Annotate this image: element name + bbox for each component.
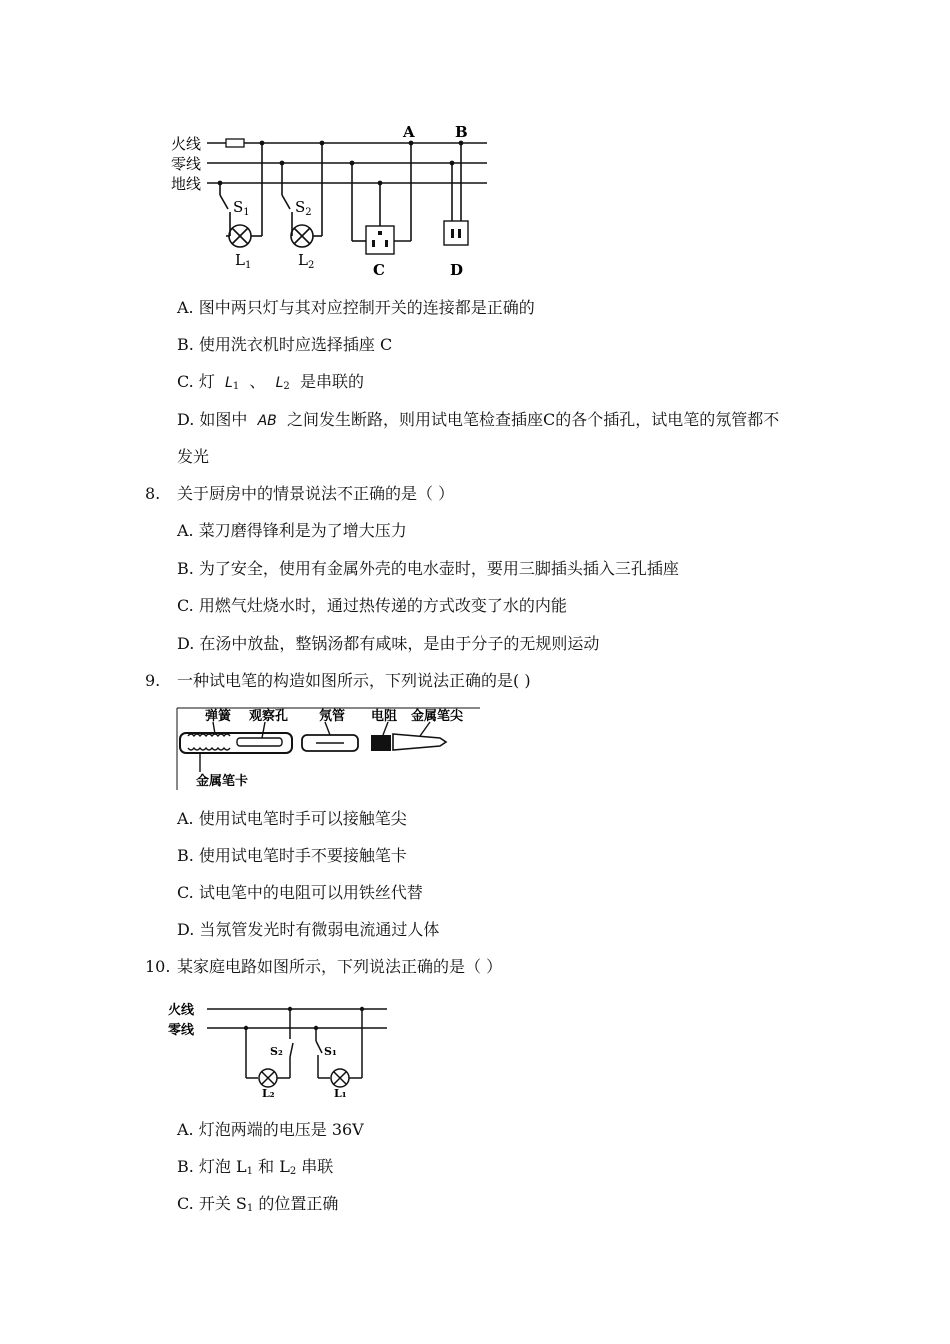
circuit-diagram-1 (0, 0, 950, 290)
live-wire-label-2: 火线 (168, 1003, 195, 1018)
switch-s1-label-2: S₁ (324, 1045, 337, 1058)
q10-option-b: B. 灯泡 $L_1$ 和 $L_2$ 串联 (177, 1157, 334, 1177)
switch-s2-label: $S_2$ (295, 198, 312, 218)
live-wire-label: 火线 (171, 135, 202, 153)
lamp-l2-label-2: L₂ (262, 1087, 275, 1100)
q9-option-d: D. 当氖管发光时有微弱电流通过人体 (177, 920, 440, 939)
q9-option-c: C. 试电笔中的电阻可以用铁丝代替 (177, 883, 423, 902)
q10-option-a: A. 灯泡两端的电压是 36V (177, 1120, 364, 1139)
tip-label: 金属笔尖 (411, 709, 464, 724)
q9-number: 9. (145, 671, 161, 690)
point-b-label: B (455, 123, 468, 141)
q10-option-c: C. 开关 $S_1$ 的位置正确 (177, 1194, 339, 1214)
q9-option-b: B. 使用试电笔时手不要接触笔卡 (177, 846, 407, 865)
test-pen-diagram (0, 700, 950, 800)
clip-label: 金属笔卡 (196, 774, 249, 789)
switch-s2-label-2: S₂ (270, 1045, 283, 1058)
neutral-wire-label-2: 零线 (168, 1023, 195, 1038)
ground-wire-label: 地线 (171, 175, 202, 193)
socket-c-label: C (373, 261, 385, 279)
point-a-label: A (403, 123, 415, 141)
q8-option-c: C. 用燃气灶烧水时，通过热传递的方式改变了水的内能 (177, 596, 567, 615)
q8-option-b: B. 为了安全，使用有金属外壳的电水壶时，要用三脚插头插入三孔插座 (177, 559, 679, 578)
q9-text: 一种试电笔的构造如图所示，下列说法正确的是( ) (177, 671, 531, 690)
q8-text: 关于厨房中的情景说法不正确的是（ ） (177, 484, 455, 503)
resistor-label: 电阻 (371, 709, 398, 724)
lamp-l2-label: $L_2$ (298, 251, 315, 271)
q10-number: 10. (145, 957, 171, 976)
q7-option-b: B. 使用洗衣机时应选择插座 C (177, 335, 393, 354)
lamp-l1-label-2: L₁ (334, 1087, 347, 1100)
lamp-l1-label: $L_1$ (235, 251, 252, 271)
neutral-wire-label: 零线 (171, 155, 202, 173)
q7-option-a: A. 图中两只灯与其对应控制开关的连接都是正确的 (177, 298, 535, 317)
q10-text: 某家庭电路如图所示，下列说法正确的是（ ） (177, 957, 503, 976)
q8-option-a: A. 菜刀磨得锋利是为了增大压力 (177, 521, 407, 540)
switch-s1-label: $S_1$ (233, 198, 250, 218)
q7-option-c: C. 灯 $L_1$ 、 $L_2$ 是串联的 (177, 372, 364, 392)
neon-label: 氖管 (319, 709, 346, 724)
spring-label: 弹簧 (205, 709, 232, 724)
window-label: 观察孔 (249, 709, 289, 724)
q9-option-a: A. 使用试电笔时手可以接触笔尖 (177, 809, 407, 828)
q7-option-d-continued: 发光 (177, 447, 210, 466)
q8-option-d: D. 在汤中放盐，整锅汤都有咸味，是由于分子的无规则运动 (177, 634, 600, 653)
q8-number: 8. (145, 484, 161, 503)
socket-d-label: D (450, 261, 464, 279)
circuit-diagram-2 (0, 995, 950, 1105)
q7-option-d: D. 如图中 AB 之间发生断路，则用试电笔检查插座C的各个插孔，试电笔的氖管都不 (177, 410, 780, 429)
